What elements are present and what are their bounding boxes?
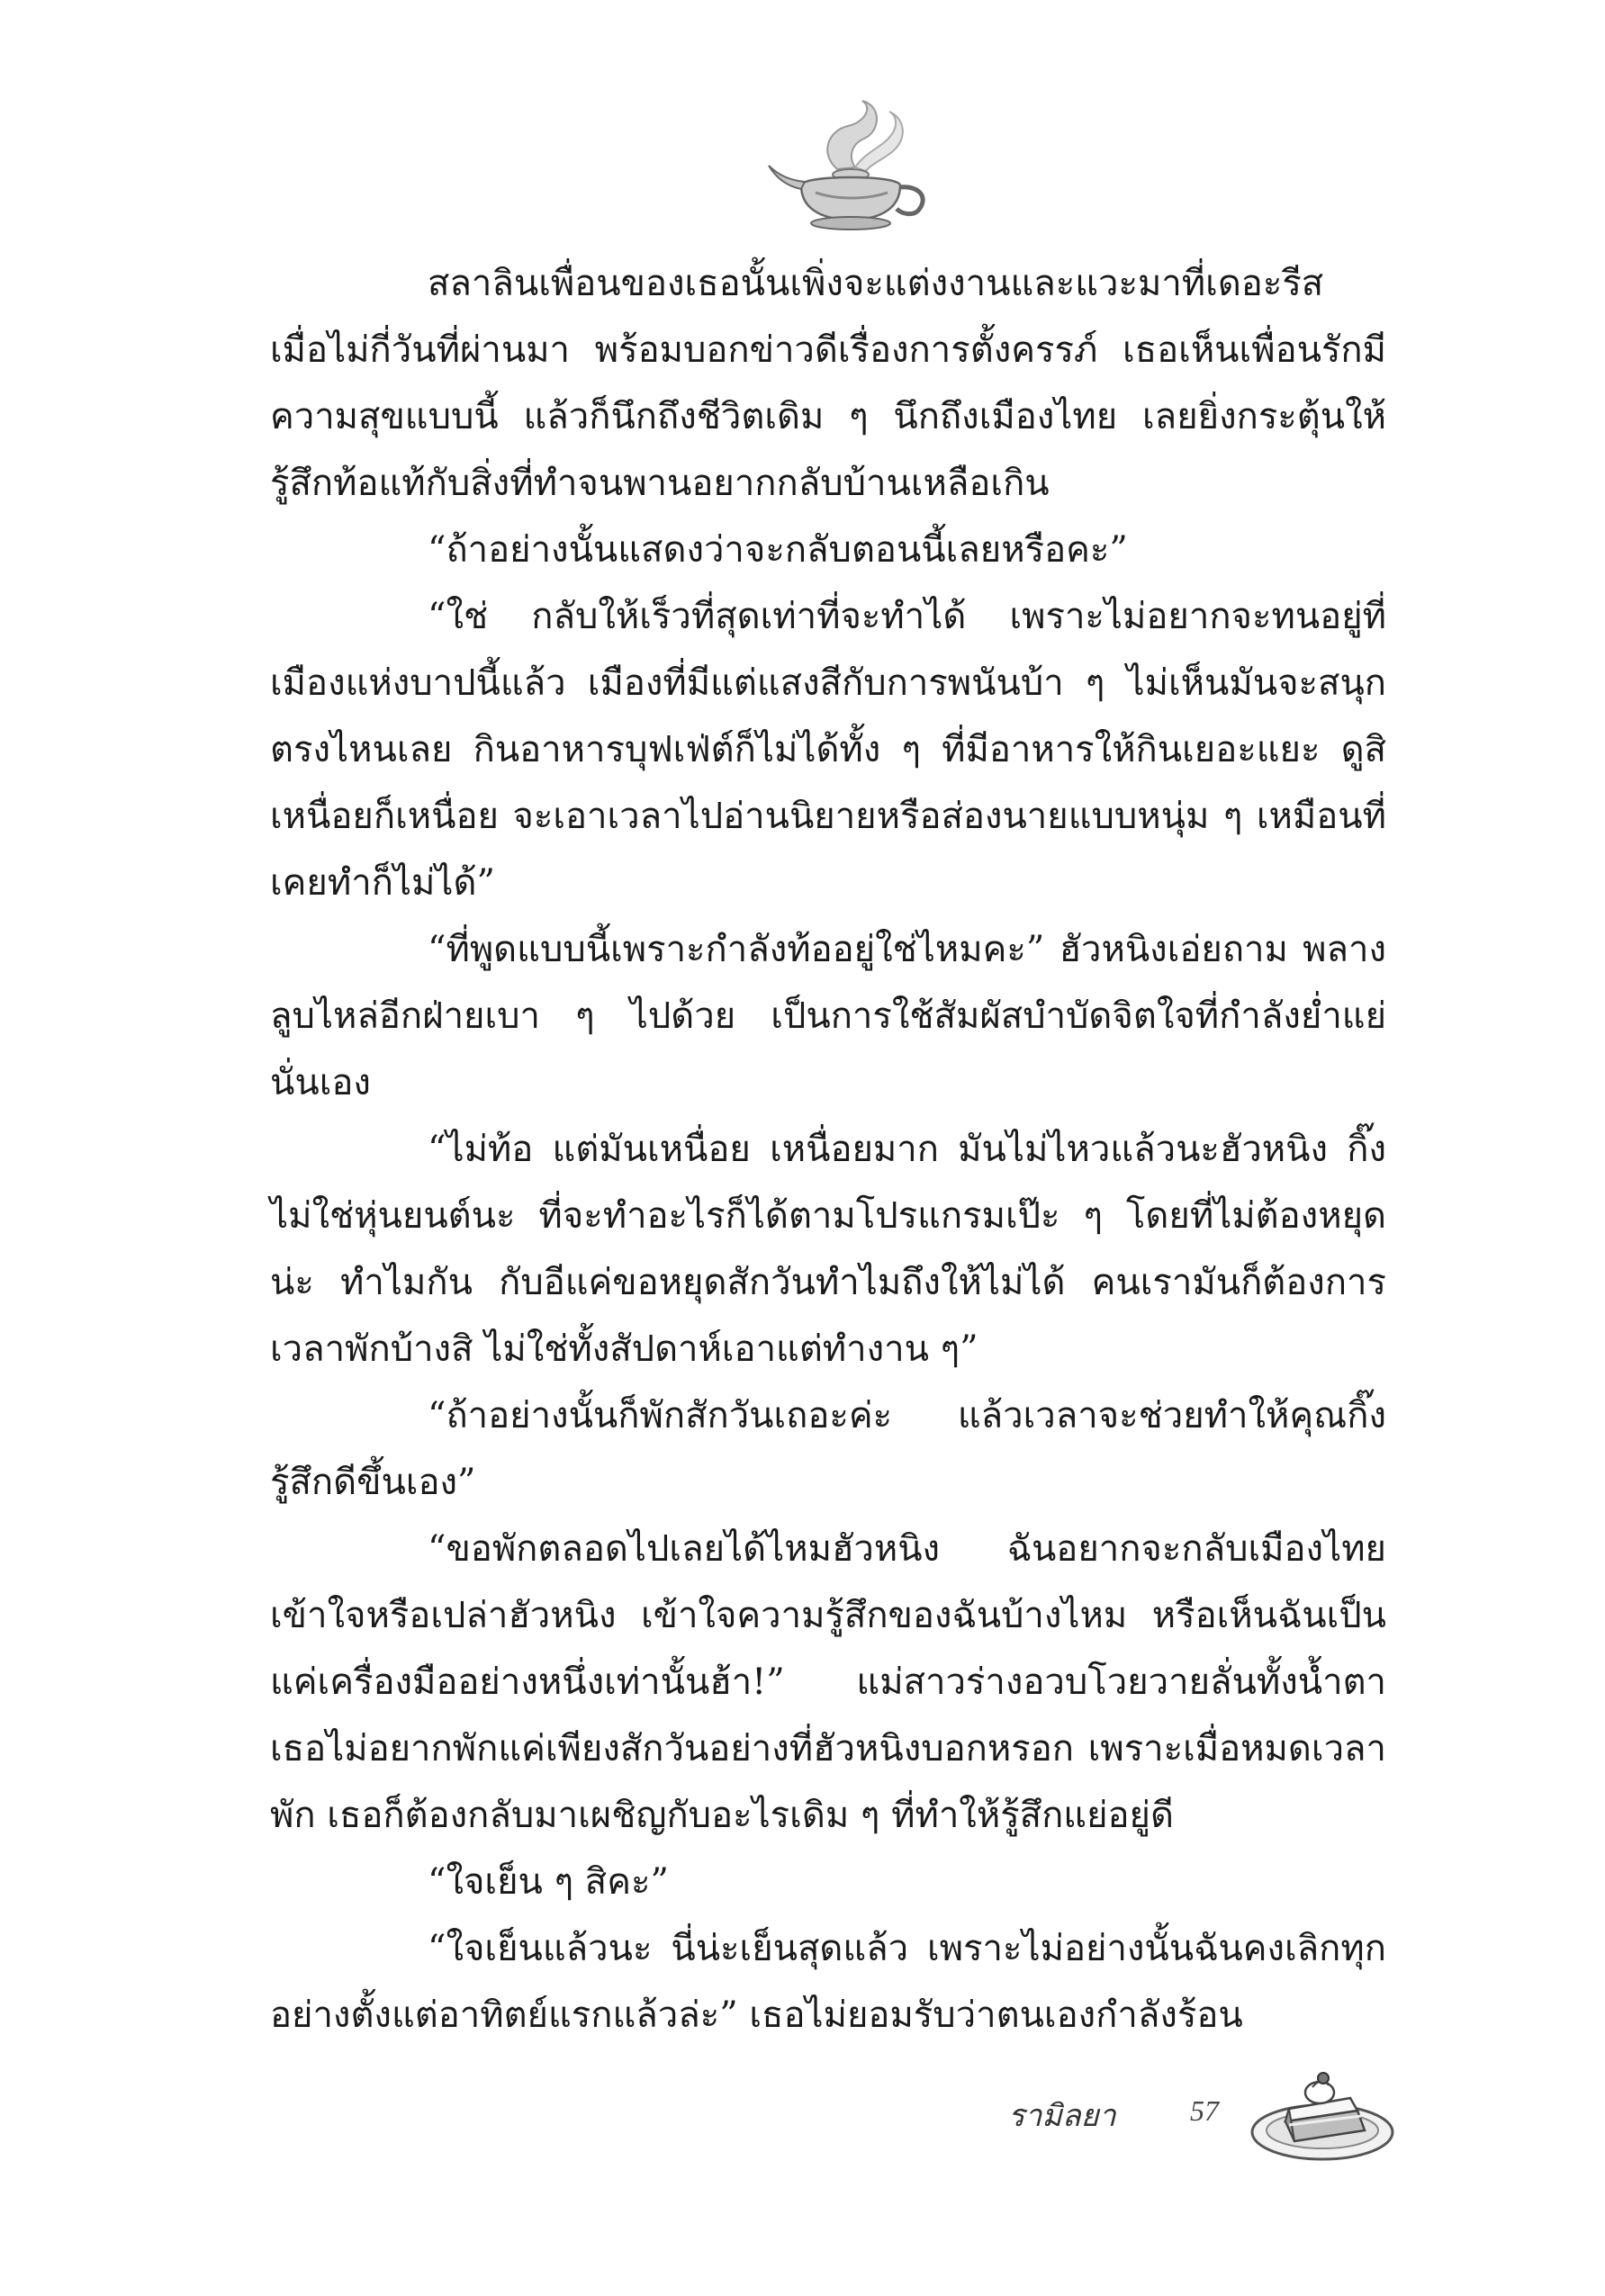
- author-name: รามิลยา: [1008, 2098, 1116, 2134]
- paragraph: “ถ้าอย่างนั้นก็พักสักวันเถอะค่ะ แล้วเวลาจะช่วยทำให้คุณกิ๊งรู้สึกดีขึ้นเอง”: [270, 1395, 1386, 1503]
- paragraph: สลาลินเพื่อนของเธอนั้นเพิ่งจะแต่งงานและแวะมาที่เดอะรีส เมื่อไม่กี่วันที่ผ่านมา พร้อมบอกข่าวดีเรื่องการตั้งครรภ์ เธอเห็นเพื่อนรักมีความสุขแบบนี้ แล้วก็นึกถึงชีวิตเดิม ๆ นึกถึงเมืองไทย เลยยิ่งกระตุ้นให้รู้สึกท้อแท้กับสิ่งที่ทำจนพานอยากกลับบ้านเหลือเกิน: [270, 263, 1386, 504]
- paragraph: “ไม่ท้อ แต่มันเหนื่อย เหนื่อยมาก มันไม่ไหวแล้วนะฮัวหนิง กิ๊งไม่ใช่หุ่นยนต์นะ ที่จะทำอะไรก็ได้ตามโปรแกรมเป๊ะ ๆ โดยที่ไม่ต้องหยุดน่ะ ทำไมกัน กับอีแค่ขอหยุดสักวันทำไมถึงให้ไม่ได้ คนเรามันก็ต้องการเวลาพักบ้างสิ ไม่ใช่ทั้งสัปดาห์เอาแต่ทำงาน ๆ”: [270, 1129, 1386, 1370]
- paragraph: “ใจเย็นแล้วนะ นี่น่ะเย็นสุดแล้ว เพราะไม่อย่างนั้นฉันคงเลิกทุกอย่างตั้งแต่อาทิตย์แรกแล้วล่ะ” เธอไม่ยอมรับว่าตนเองกำลังร้อน: [270, 1928, 1386, 2036]
- paragraph: “ขอพักตลอดไปเลยได้ไหมฮัวหนิง ฉันอยากจะกลับเมืองไทย เข้าใจหรือเปล่าฮัวหนิง เข้าใจความรู้สึกของฉันบ้างไหม หรือเห็นฉันเป็นแค่เครื่องมืออย่างหนึ่งเท่านั้นฮ้า!” แม่สาวร่างอวบโวยวายลั่นทั้งน้ำตา เธอไม่อยากพักแค่เพียงสักวันอย่างที่ฮัวหนิงบอกหรอก เพราะเมื่อหมดเวลาพัก เธอก็ต้องกลับมาเผชิญกับอะไรเดิม ๆ ที่ทำให้รู้สึกแย่อยู่ดี: [270, 1528, 1386, 1836]
- body-text: [270, 250, 1386, 2048]
- paragraph: “ถ้าอย่างนั้นแสดงว่าจะกลับตอนนี้เลยหรือคะ”: [428, 529, 1128, 571]
- page-number: 57: [1190, 2094, 1219, 2127]
- teapot-with-steam-icon: [765, 99, 936, 234]
- paragraph: “ใจเย็น ๆ สิคะ”: [428, 1861, 669, 1903]
- cake-slice-on-plate-icon: [1249, 2066, 1395, 2163]
- paragraph: “ที่พูดแบบนี้เพราะกำลังท้ออยู่ใช่ไหมคะ” ฮัวหนิงเอ่ยถาม พลางลูบไหล่อีกฝ่ายเบา ๆ ไปด้วย เป็นการใช้สัมผัสบำบัดจิตใจที่กำลังย่ำแย่นั่นเอง: [270, 929, 1386, 1103]
- page-footer: [945, 2066, 1395, 2165]
- paragraph: “ใช่ กลับให้เร็วที่สุดเท่าที่จะทำได้ เพราะไม่อยากจะทนอยู่ที่เมืองแห่งบาปนี้แล้ว เมืองที่มีแต่แสงสีกับการพนันบ้า ๆ ไม่เห็นมันจะสนุกตรงไหนเลย กินอาหารบุฟเฟ่ต์ก็ไม่ได้ทั้ง ๆ ที่มีอาหารให้กินเยอะแยะ ดูสิเหนื่อยก็เหนื่อย จะเอาเวลาไปอ่านนิยายหรือส่องนายแบบหนุ่ม ๆ เหมือนที่เคยทำก็ไม่ได้”: [270, 596, 1386, 904]
